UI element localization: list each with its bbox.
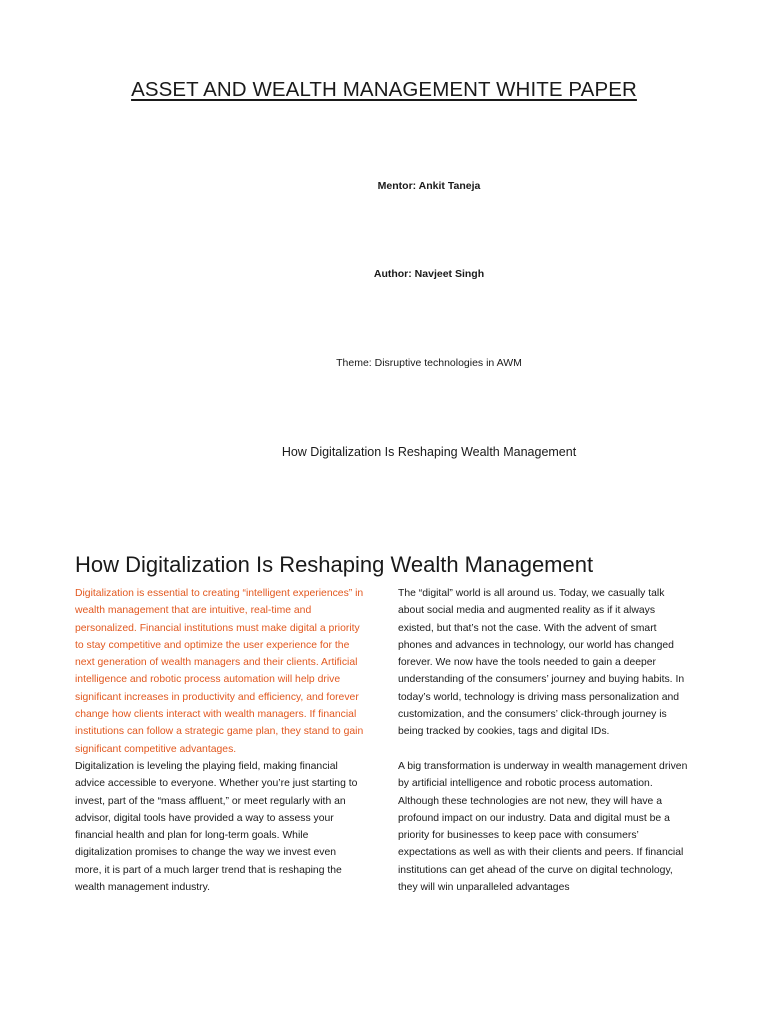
page-title: ASSET AND WEALTH MANAGEMENT WHITE PAPER — [131, 78, 637, 101]
right-paragraph-2: A big transformation is underway in wealth management driven by artificial intelligence and robotic process automation. Although these technologies are not new, they will have a profound impact on our industry. Data and digital must be a priority for businesses to keep pace with consumers’ expectations as well as with their clients and peers. If financial institutions can get ahead of the curve on digital technology, they will win unparalleled advantages — [398, 760, 688, 894]
right-paragraph-1: The “digital” world is all around us. Today, we casually talk about social media and augmented reality as if it always existed, but that’s not the case. With the advent of smart phones and advances in technology, our world has changed forever. We now have the tools needed to gain a deeper understanding of the consumers’ journey and buying habits. In today’s world, technology is driving mass personalization and customization, and the consumers’ click-through journey is being tracked by cookies, tags and digital IDs. — [398, 588, 685, 738]
highlight-paragraph: Digitalization is essential to creating “intelligent experiences” in wealth management that are intuitive, real-time and personalized. Financial institutions must make digital a priority to stay competitive and optimize the user experience for the next generation of wealth managers and their clients. Artificial intelligence and robotic process automation will help drive significant increases in productivity and efficiency, and forever change how clients interact with wealth managers. If financial institutions can follow a strategic game plan, they stand to gain significant competitive advantages. — [75, 588, 364, 755]
body-paragraph: Digitalization is leveling the playing field, making financial advice accessible to everyone. Whether you’re just starting to invest, part of the “mass affluent,” or meet regularly with an advisor, digital tools have provided a way to assess your financial health and plan for long-term goals. While digitalization promises to change the way we invest even more, it is part of a much larger trend that is reshaping the wealth management industry. — [75, 760, 358, 894]
left-column — [75, 585, 365, 896]
author-line: Author: Navjeet Singh — [373, 268, 485, 280]
paragraph-spacer — [398, 741, 692, 758]
right-column — [398, 585, 692, 896]
theme-line: Theme: Disruptive technologies in AWM — [336, 357, 522, 369]
mentor-line: Mentor: Ankit Taneja — [377, 180, 481, 192]
section-heading: How Digitalization Is Reshaping Wealth Management — [75, 552, 594, 577]
document-subtitle: How Digitalization Is Reshaping Wealth Management — [281, 445, 577, 459]
